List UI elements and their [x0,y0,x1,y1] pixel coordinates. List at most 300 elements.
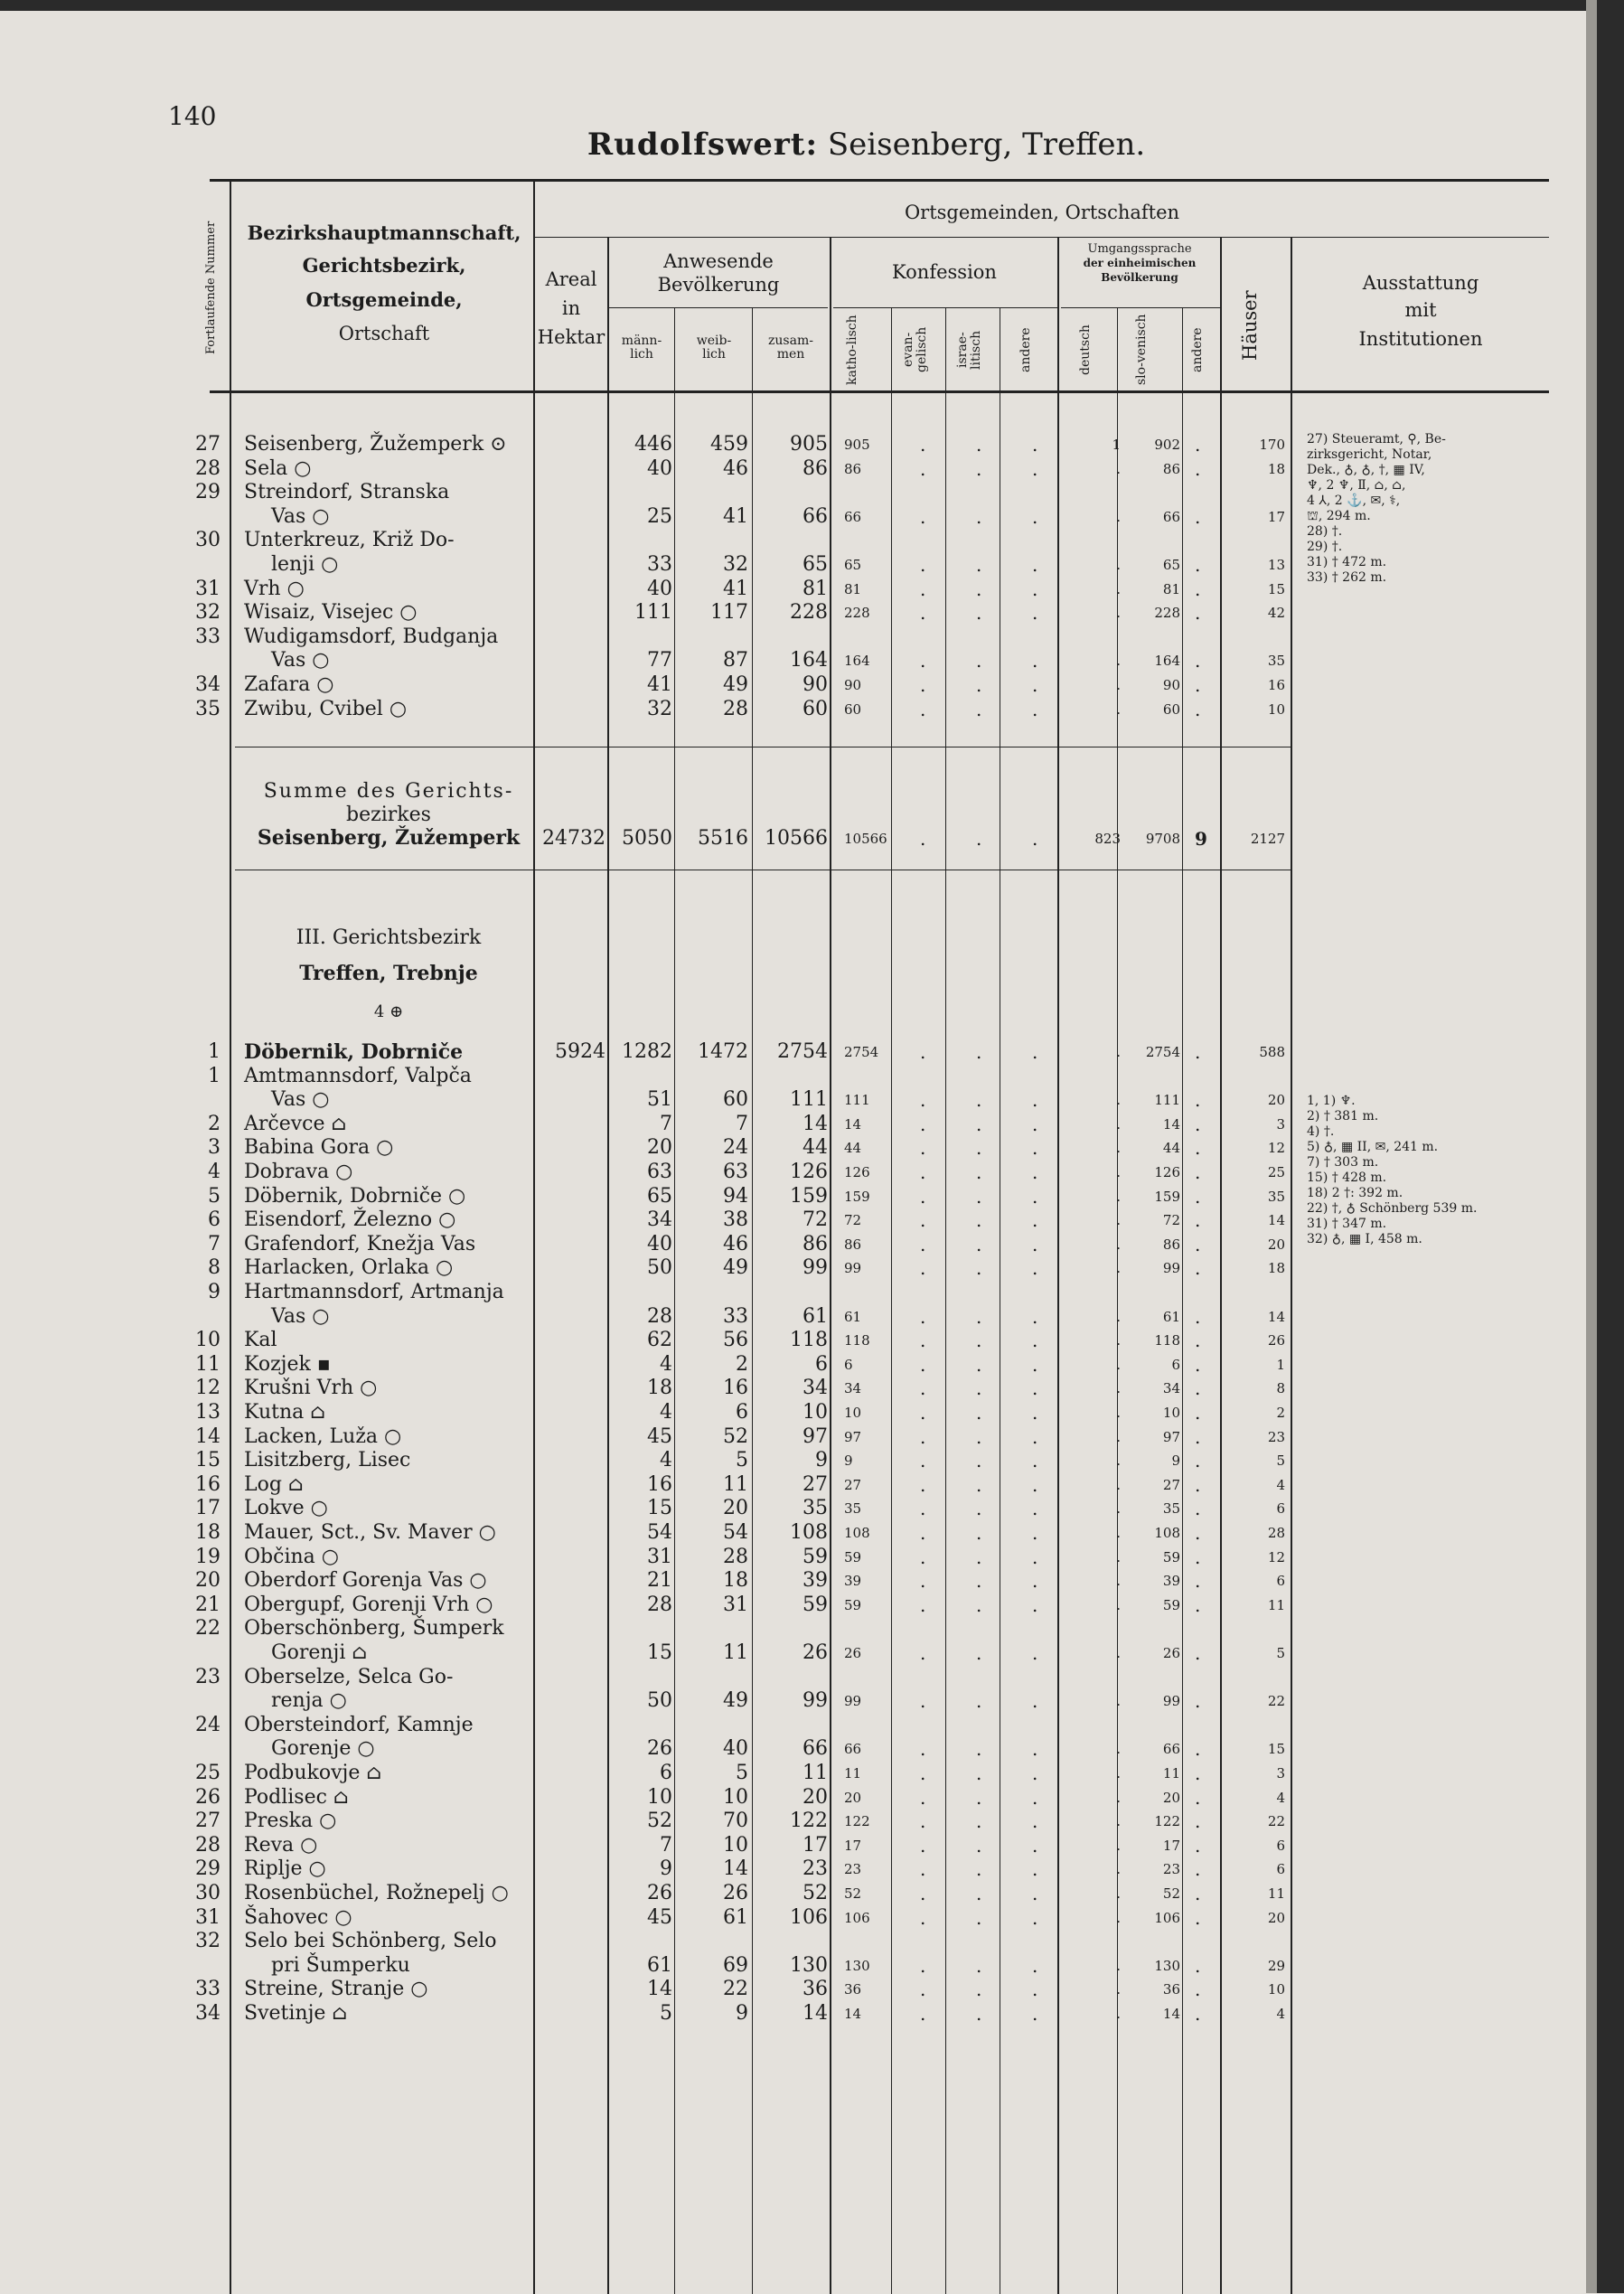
row-name: Zwibu, Cvibel ○ [244,697,408,720]
row-haeuser: 4 [1276,2006,1285,2022]
row-name: Harlacken, Orlaka ○ [244,1256,454,1280]
row-maennlich: 4 [660,1401,672,1424]
row-name: Oberselze, Selca Go- [244,1665,454,1688]
row-evangelisch: . [920,1161,926,1183]
row-maennlich: 21 [647,1569,672,1593]
row-haeuser: 15 [1267,580,1285,597]
header-slovenisch: slo-venisch [1134,314,1149,386]
row-index: 2 [208,1112,221,1135]
row-haeuser: 1 [1276,1356,1285,1373]
row-zusammen: 39 [803,1569,828,1593]
row-maennlich: 33 [647,553,672,576]
umg-rule [1061,307,1220,308]
header-aus-3: Institutionen [1358,328,1483,350]
header-left-1: Bezirkshauptmannschaft, [247,221,521,244]
row-haeuser: 14 [1267,1308,1285,1325]
row-zusammen: 72 [803,1208,828,1232]
row-haeuser: 25 [1267,1164,1285,1180]
row-weiblich: 28 [723,1545,748,1568]
row-slovenisch: 99 [1162,1260,1180,1277]
row-slovenisch: 118 [1154,1332,1180,1349]
row-andere2: . [1195,1402,1201,1424]
row-index: 29 [195,1857,221,1881]
row-andere2: . [1195,457,1201,480]
row-slovenisch: 14 [1162,1115,1180,1133]
row-deutsch: . [1116,1909,1121,1926]
header-areal-3: Hektar [537,326,605,348]
summe-l3: Seisenberg, Žužemperk [257,826,521,850]
row-slovenisch: 97 [1162,1428,1180,1445]
header-haeuser: Häuser [1239,290,1261,361]
row-name: Riplje ○ [244,1857,326,1881]
table-top-rule [210,179,1549,182]
row-slovenisch: 27 [1162,1476,1180,1493]
row-name: Podlisec ⌂ [244,1785,349,1809]
row-evangelisch: . [920,1858,926,1881]
table-row [0,1641,1624,1666]
row-haeuser: 12 [1267,1548,1285,1565]
row-deutsch: . [1116,1476,1121,1493]
row-maennlich: 4 [660,1449,672,1472]
row-evangelisch: . [920,1642,926,1664]
row-andere2: . [1195,698,1201,720]
institution-note: 32) ♁, ▦ I, 458 m. [1307,1232,1422,1246]
row-name: Sela ○ [244,456,312,480]
row-andere: . [1032,1353,1038,1376]
row-evangelisch: . [920,1690,926,1713]
row-zusammen: 111 [790,1088,828,1112]
row-andere2: . [1195,1041,1201,1063]
row-israelitisch: . [976,1954,982,1977]
row-deutsch: . [1116,1957,1121,1974]
row-slovenisch: 130 [1154,1957,1180,1974]
row-name: Preska ○ [244,1810,337,1833]
row-name: Obergupf, Gorenji Vrh ○ [244,1593,493,1616]
row-weiblich: 94 [723,1184,748,1208]
row-evangelisch: . [920,1906,926,1929]
row-haeuser: 11 [1267,1596,1285,1613]
row-name: Log ⌂ [244,1472,304,1496]
row-name: Šahovec ○ [244,1905,352,1929]
row-deutsch: . [1116,508,1121,525]
row-andere: . [1032,1786,1038,1809]
row-israelitisch: . [976,1257,982,1280]
row-name: Krušni Vrh ○ [244,1377,378,1400]
row-index: 27 [195,1810,221,1833]
row-zusammen: 905 [790,433,828,456]
row-israelitisch: . [976,602,982,625]
row-evangelisch: . [920,554,926,576]
row-weiblich: 11 [723,1641,748,1664]
row-name: Rosenbüchel, Rožnepelj ○ [244,1882,509,1904]
table-row [0,1424,1624,1450]
row-haeuser: 29 [1267,1957,1285,1974]
row-israelitisch: . [976,1546,982,1568]
row-deutsch: . [1116,1428,1121,1445]
row-maennlich: 63 [647,1161,672,1183]
summe-andere2: 9 [1195,828,1207,850]
row-slovenisch: 9 [1171,1453,1180,1470]
row-deutsch: . [1116,460,1121,477]
row-andere2: . [1195,1906,1201,1929]
row-andere: . [1032,1233,1038,1255]
row-zusammen: 34 [803,1377,828,1400]
row-maennlich: 77 [647,649,672,672]
row-slovenisch: 20 [1162,1789,1180,1806]
row-andere2: . [1195,1858,1201,1881]
row-deutsch: . [1116,1548,1121,1565]
row-slovenisch: 72 [1162,1212,1180,1229]
row-haeuser: 3 [1276,1115,1285,1133]
row-andere2: . [1195,1498,1201,1520]
row-andere2: . [1195,1257,1201,1280]
row-evangelisch: . [920,602,926,625]
row-haeuser: 11 [1267,1885,1285,1902]
row-katholisch: 27 [844,1476,862,1493]
row-index: 22 [195,1617,221,1641]
row-katholisch: 106 [844,1909,870,1926]
row-maennlich: 4 [660,1352,672,1376]
row-evangelisch: . [920,1209,926,1232]
row-index: 12 [195,1377,221,1400]
row-andere: . [1032,1738,1038,1761]
row-andere: . [1032,1450,1038,1472]
row-deutsch: . [1116,1741,1121,1758]
institution-note: 4) †. [1307,1124,1335,1139]
row-katholisch: 61 [844,1308,862,1325]
row-israelitisch: . [976,457,982,480]
row-name: Döbernik, Dobrniče [244,1040,464,1064]
row-haeuser: 13 [1267,557,1285,573]
section-l3: 4 ⊕ [373,1002,404,1021]
row-haeuser: 20 [1267,1909,1285,1926]
row-deutsch: . [1116,557,1121,573]
row-katholisch: 52 [844,1885,862,1902]
row-israelitisch: . [976,1041,982,1063]
table-row [0,1520,1624,1546]
header-orts: Ortsgemeinden, Ortschaften [904,202,1180,223]
row-katholisch: 60 [844,700,862,718]
row-andere: . [1032,1498,1038,1520]
row-index: 3 [208,1136,221,1160]
anw-rule [607,307,828,308]
header-andere2: andere [1190,327,1205,372]
summe-deutsch: 823 [1094,831,1121,847]
row-andere2: . [1195,1979,1201,2001]
summe-slovenisch: 9708 [1145,831,1180,847]
row-deutsch: . [1116,1115,1121,1133]
row-zusammen: 99 [803,1256,828,1280]
header-weiblich: weib-lich [696,334,732,362]
row-weiblich: 54 [723,1521,748,1544]
row-israelitisch: . [976,1883,982,1904]
row-maennlich: 16 [647,1472,672,1496]
row-weiblich: 40 [723,1737,748,1761]
row-slovenisch: 81 [1162,580,1180,597]
row-haeuser: 28 [1267,1525,1285,1541]
row-andere: . [1032,505,1038,528]
row-andere2: . [1195,1522,1201,1544]
row-slovenisch: 11 [1162,1765,1180,1782]
row-katholisch: 26 [844,1645,862,1661]
row-deutsch: . [1116,1380,1121,1397]
row-index: 13 [195,1401,221,1424]
row-weiblich: 60 [723,1088,748,1112]
row-andere: . [1032,1161,1038,1183]
row-katholisch: 111 [844,1092,870,1109]
row-andere: . [1032,1979,1038,2001]
row-zusammen: 14 [803,2002,828,2025]
row-weiblich: 87 [723,649,748,672]
row-slovenisch: 86 [1162,1236,1180,1253]
row-zusammen: 81 [803,577,828,600]
row-israelitisch: . [976,1763,982,1784]
row-haeuser: 5 [1276,1453,1285,1470]
row-weiblich: 38 [723,1208,748,1232]
row-name: renja ○ [271,1689,347,1713]
row-name: Arčevce ⌂ [244,1112,347,1135]
row-deutsch: . [1116,1789,1121,1806]
row-andere: . [1032,1642,1038,1664]
row-index: 32 [195,1930,221,1953]
table-row [0,625,1624,650]
row-maennlich: 40 [647,577,672,600]
row-slovenisch: 2754 [1145,1044,1180,1060]
row-andere2: . [1195,1883,1201,1904]
table-row [0,1545,1624,1570]
row-andere: . [1032,1257,1038,1280]
header-anw-1: Anwesende [663,250,774,272]
row-index: 31 [195,577,221,600]
row-andere2: . [1195,1810,1201,1833]
row-evangelisch: . [920,1954,926,1977]
row-zusammen: 65 [803,553,828,576]
row-israelitisch: . [976,434,982,456]
row-zusammen: 52 [803,1882,828,1904]
row-evangelisch: . [920,1979,926,2001]
row-slovenisch: 111 [1154,1092,1180,1109]
row-slovenisch: 108 [1154,1525,1180,1541]
row-evangelisch: . [920,1594,926,1616]
table-row [0,1977,1624,2002]
row-slovenisch: 164 [1154,653,1180,670]
row-name: Wudigamsdorf, Budganja [244,625,499,648]
row-slovenisch: 26 [1162,1645,1180,1661]
row-andere: . [1032,1594,1038,1616]
header-areal-2: in [561,297,581,319]
row-weiblich: 10 [723,1833,748,1857]
row-weiblich: 24 [723,1136,748,1160]
row-israelitisch: . [976,1425,982,1448]
row-weiblich: 49 [723,1689,748,1713]
row-maennlich: 446 [634,433,672,456]
row-katholisch: 122 [844,1813,870,1830]
table-row [0,1376,1624,1401]
row-maennlich: 40 [647,456,672,480]
row-slovenisch: 66 [1162,508,1180,525]
row-haeuser: 35 [1267,1188,1285,1205]
row-andere: . [1032,1906,1038,1929]
row-weiblich: 7 [736,1112,748,1135]
row-slovenisch: 86 [1162,460,1180,477]
row-maennlich: 18 [647,1377,672,1400]
row-zusammen: 228 [790,601,828,625]
header-umg-3: Bevölkerung [1101,271,1178,284]
institution-note: 27) Steueramt, ⚲, Be- [1307,432,1446,447]
row-deutsch: . [1116,1453,1121,1470]
row-katholisch: 59 [844,1596,862,1613]
row-andere2: . [1195,1113,1201,1135]
row-slovenisch: 14 [1162,2006,1180,2022]
row-name: Gorenji ⌂ [271,1641,368,1664]
row-evangelisch: . [920,1522,926,1544]
row-deutsch: . [1116,1525,1121,1541]
summe-l1: Summe des Gerichts- [263,780,514,803]
row-evangelisch: . [920,578,926,600]
row-andere: . [1032,1425,1038,1448]
table-row [0,1352,1624,1377]
institution-note: 33) † 262 m. [1307,570,1387,585]
row-israelitisch: . [976,1185,982,1208]
row-weiblich: 10 [723,1785,748,1809]
row-andere: . [1032,457,1038,480]
row-name: Dobrava ○ [244,1161,353,1183]
row-zusammen: 130 [790,1953,828,1977]
table-row [0,672,1624,698]
institutions-top [1307,432,1605,586]
row-haeuser: 4 [1276,1789,1285,1806]
row-andere: . [1032,1402,1038,1424]
table-row [0,1713,1624,1738]
row-evangelisch: . [920,1402,926,1424]
row-haeuser: 42 [1267,605,1285,622]
row-name: Oberdorf Gorenja Vas ○ [244,1569,487,1593]
row-israelitisch: . [976,1498,982,1520]
row-deutsch: . [1116,1188,1121,1205]
header-bottom-rule [210,390,1549,393]
row-evangelisch: . [920,698,926,720]
institution-note: 1, 1) ♆. [1307,1094,1356,1108]
row-andere2: . [1195,434,1201,456]
row-weiblich: 63 [723,1161,748,1183]
institution-note: 4 ⅄, 2 ⚓, ✉, ⚕, [1307,494,1401,508]
row-israelitisch: . [976,1330,982,1352]
header-deutsch: deutsch [1078,324,1093,375]
row-katholisch: 99 [844,1693,862,1710]
row-deutsch: . [1116,580,1121,597]
row-maennlich: 52 [647,1810,672,1833]
row-andere2: . [1195,1786,1201,1809]
row-name: Streine, Stranje ○ [244,1978,428,2001]
row-deutsch: . [1116,677,1121,693]
row-maennlich: 7 [660,1833,672,1857]
table-row [0,1568,1624,1594]
row-andere2: . [1195,1209,1201,1232]
row-slovenisch: 99 [1162,1693,1180,1710]
summe-maennlich: 5050 [622,827,672,850]
row-weiblich: 46 [723,1232,748,1255]
row-andere: . [1032,1858,1038,1881]
row-index: 26 [195,1785,221,1809]
row-maennlich: 62 [647,1329,672,1352]
row-index: 14 [195,1424,221,1448]
row-haeuser: 5 [1276,1645,1285,1661]
row-weiblich: 69 [723,1953,748,1977]
row-index: 30 [195,529,221,552]
row-andere2: . [1195,1425,1201,1448]
row-andere: . [1032,1041,1038,1063]
row-weiblich: 6 [736,1401,748,1424]
row-katholisch: 9 [844,1453,853,1470]
row-slovenisch: 52 [1162,1885,1180,1902]
row-weiblich: 5 [736,1449,748,1472]
institution-note: 2) † 381 m. [1307,1109,1379,1123]
row-index: 1 [208,1064,221,1087]
table-row [0,1064,1624,1089]
row-weiblich: 26 [723,1882,748,1904]
row-andere2: . [1195,578,1201,600]
row-evangelisch: . [920,1137,926,1160]
row-andere: . [1032,602,1038,625]
header-left-2: Gerichtsbezirk, [302,254,466,277]
row-zusammen: 97 [803,1424,828,1448]
row-index: 32 [195,601,221,625]
row-katholisch: 17 [844,1837,862,1854]
row-slovenisch: 106 [1154,1909,1180,1926]
table-row [0,1736,1624,1762]
row-evangelisch: . [920,1257,926,1280]
row-name: Svetinje ⌂ [244,2002,348,2025]
row-slovenisch: 39 [1162,1573,1180,1590]
row-weiblich: 49 [723,1256,748,1280]
row-slovenisch: 60 [1162,700,1180,718]
row-andere2: . [1195,1305,1201,1328]
row-name: lenji ○ [271,553,339,576]
row-slovenisch: 6 [1171,1356,1180,1373]
row-andere2: . [1195,1954,1201,1977]
summe-areal: 24732 [542,827,605,850]
row-zusammen: 23 [803,1857,828,1881]
institution-note: 28) †. [1307,524,1343,539]
table-row [0,1953,1624,1979]
row-maennlich: 32 [647,697,672,720]
orts-rule [535,237,1549,238]
row-index: 35 [195,697,221,720]
row-katholisch: 81 [844,580,862,597]
row-name: Babina Gora ○ [244,1136,394,1160]
row-name: Obersteindorf, Kamnje [244,1713,474,1736]
row-evangelisch: . [920,1377,926,1400]
row-maennlich: 20 [647,1136,672,1160]
row-israelitisch: . [976,1137,982,1160]
row-deutsch: . [1116,2006,1121,2022]
table-row [0,1400,1624,1425]
institution-note: 7) † 303 m. [1307,1155,1379,1170]
summe-row [0,826,1624,851]
row-haeuser: 16 [1267,677,1285,693]
row-slovenisch: 34 [1162,1380,1180,1397]
row-katholisch: 108 [844,1525,870,1541]
table-row [0,600,1624,625]
row-evangelisch: . [920,650,926,672]
row-weiblich: 459 [710,433,748,456]
row-andere: . [1032,2003,1038,2025]
row-andere2: . [1195,2003,1201,2025]
row-katholisch: 130 [844,1957,870,1974]
row-slovenisch: 59 [1162,1548,1180,1565]
row-weiblich: 9 [736,2002,748,2025]
row-name: Selo bei Schönberg, Selo [244,1930,497,1953]
